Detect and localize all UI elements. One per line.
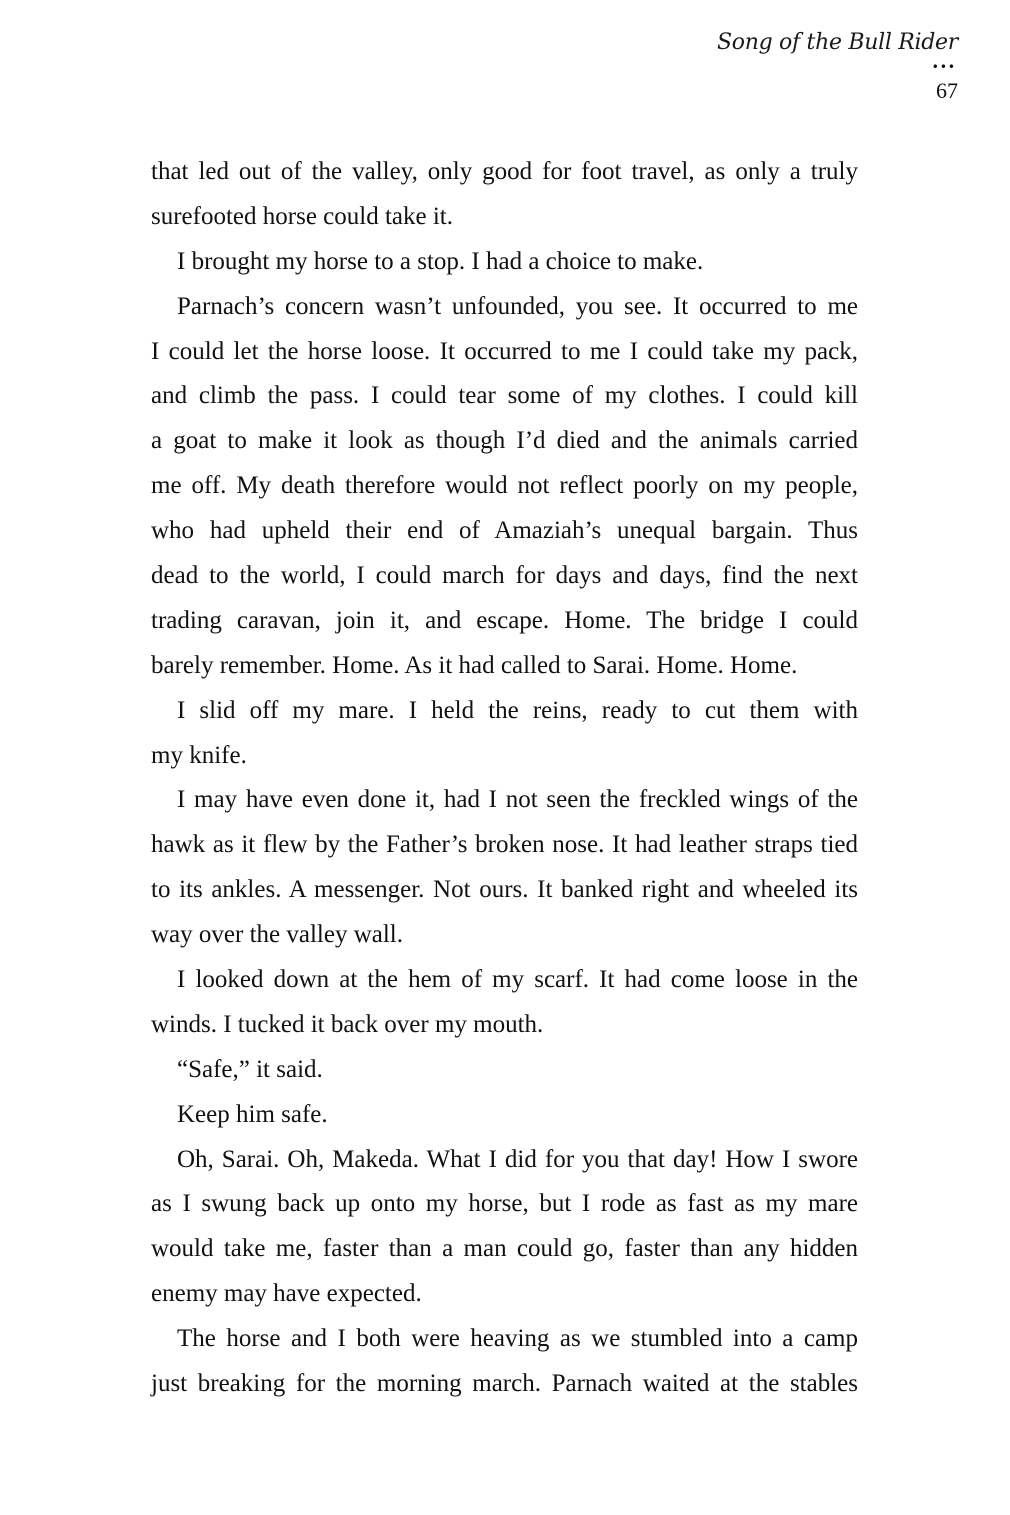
text-line: I slid off my mare. I held the reins, ready to cut them with xyxy=(177,696,858,724)
text-line: “Safe,” it said. xyxy=(177,1055,323,1083)
running-head-title: Song of the Bull Rider xyxy=(717,30,958,55)
text-line: winds. I tucked it back over my mouth. xyxy=(151,1010,544,1038)
text-line: dead to the world, I could march for days and days, find the next xyxy=(151,562,858,590)
text-line: a goat to make it look as though I’d died and the animals carried xyxy=(151,427,858,455)
text-line: The horse and I both were heaving as we stumbled into a camp xyxy=(177,1325,858,1353)
text-line: Oh, Sarai. Oh, Makeda. What I did for you that day! How I swore xyxy=(177,1145,858,1173)
text-line: just breaking for the morning march. Parnach waited at the stables xyxy=(151,1370,858,1398)
text-line: surefooted horse could take it. xyxy=(151,202,453,230)
text-line: my knife. xyxy=(151,741,247,769)
text-line: way over the valley wall. xyxy=(151,921,403,949)
text-line: trading caravan, join it, and escape. Home. The bridge I could xyxy=(151,606,858,634)
text-line: as I swung back up onto my horse, but I rode as fast as my mare xyxy=(151,1190,858,1218)
page-number: 67 xyxy=(936,78,958,103)
text-line: who had upheld their end of Amaziah’s unequal bargain. Thus xyxy=(151,517,858,545)
text-line: I could let the horse loose. It occurred to me I could take my pack, xyxy=(151,337,858,365)
text-line: Parnach’s concern wasn’t unfounded, you see. It occurred to me xyxy=(177,292,858,320)
body-text xyxy=(151,150,858,1407)
text-line: I brought my horse to a stop. I had a choice to make. xyxy=(177,247,704,275)
text-line: enemy may have expected. xyxy=(151,1280,422,1308)
text-line: that led out of the valley, only good for foot travel, as only a truly xyxy=(151,158,858,185)
text-line: I may have even done it, had I not seen the freckled wings of the xyxy=(177,786,858,814)
text-line: hawk as it flew by the Father’s broken nose. It had leather straps tied xyxy=(151,831,858,859)
text-line: to its ankles. A messenger. Not ours. It banked right and wheeled its xyxy=(151,876,858,904)
text-line: would take me, faster than a man could go, faster than any hidden xyxy=(151,1235,858,1263)
text-line: me off. My death therefore would not reflect poorly on my people, xyxy=(151,472,858,500)
text-line: Keep him safe. xyxy=(177,1100,328,1128)
text-line: and climb the pass. I could tear some of my clothes. I could kill xyxy=(151,382,858,410)
ornament-dots-icon: ••• xyxy=(931,60,956,74)
text-line: I looked down at the hem of my scarf. It had come loose in the xyxy=(177,966,858,994)
text-line: barely remember. Home. As it had called to Sarai. Home. Home. xyxy=(151,651,798,679)
